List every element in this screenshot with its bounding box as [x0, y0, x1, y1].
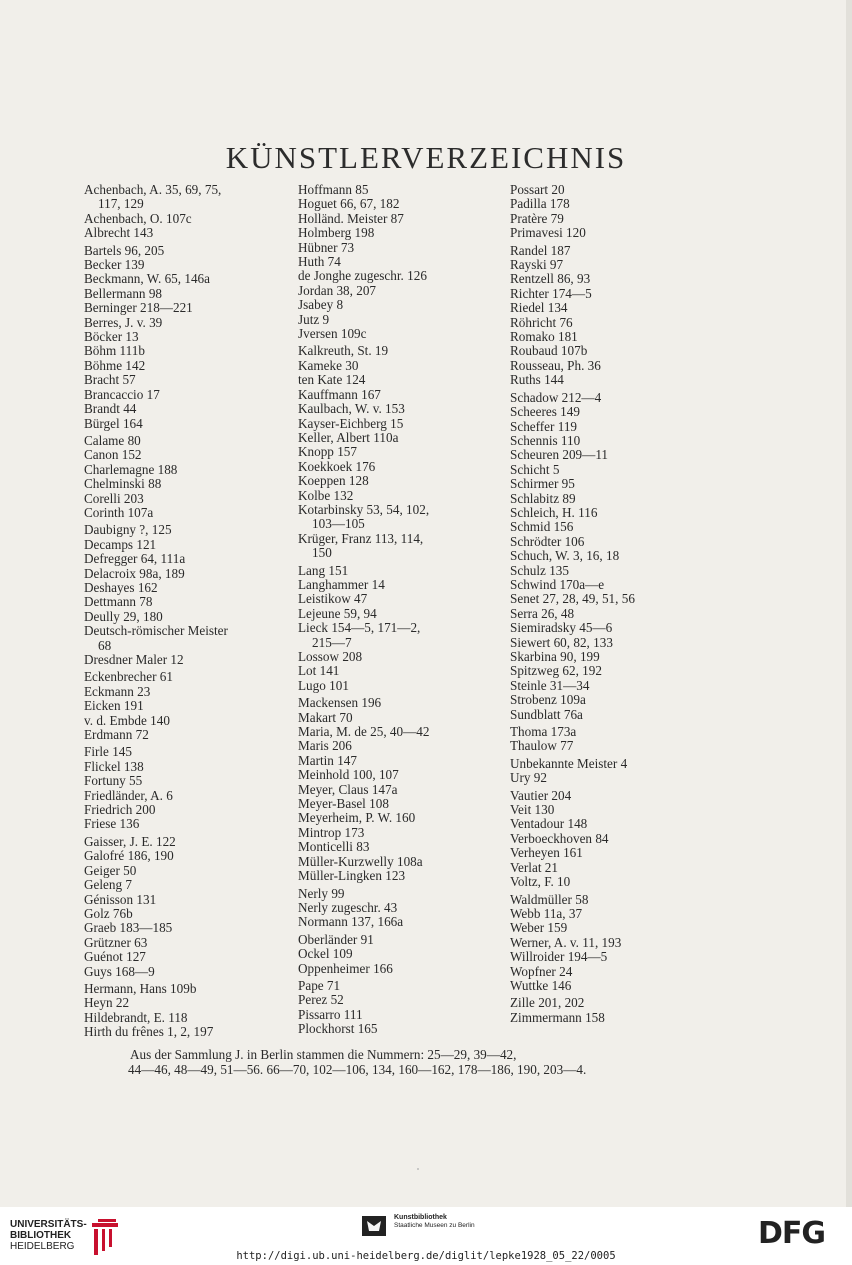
index-entry: Friese 136: [84, 816, 140, 832]
index-entry: Delacroix 98a, 189: [84, 565, 185, 581]
index-entry: Berres, J. v. 39: [84, 314, 163, 330]
ub-line-1: UNIVERSITÄTS-: [10, 1219, 87, 1230]
index-entry: Zimmermann 158: [510, 1009, 605, 1025]
index-entry: Ury 92: [510, 770, 547, 786]
index-entry: Kotarbinsky 53, 54, 102,: [298, 501, 430, 517]
index-entry: Röhricht 76: [510, 314, 573, 330]
index-entry: Zille 201, 202: [510, 995, 585, 1011]
index-entry: Müller-Kurzwelly 108a: [298, 853, 423, 869]
index-entry: Lang 151: [298, 562, 349, 578]
index-entry: Roubaud 107b: [510, 343, 588, 359]
index-entry: Friedrich 200: [84, 802, 156, 818]
index-entry: Böcker 13: [84, 329, 139, 345]
permalink-url[interactable]: http://digi.ub.uni-heidelberg.de/diglit/lepke1928_05_22/0005: [236, 1250, 616, 1262]
index-entry: Schicht 5: [510, 461, 560, 477]
index-entry: Pissarro 111: [298, 1006, 363, 1022]
index-entry: Maria, M. de 25, 40—42: [298, 724, 430, 740]
index-entry: Geleng 7: [84, 877, 132, 893]
index-entry: Thoma 173a: [510, 724, 577, 740]
index-entry: Voltz, F. 10: [510, 874, 571, 890]
index-entry: Chelminski 88: [84, 476, 162, 492]
index-entry: Meinhold 100, 107: [298, 767, 399, 783]
index-entry: Schennis 110: [510, 432, 581, 448]
index-entry: Schlabitz 89: [510, 490, 576, 506]
index-entry: Martin 147: [298, 752, 357, 768]
index-entry: Romako 181: [510, 329, 578, 345]
index-entry: Hübner 73: [298, 239, 355, 255]
index-entry: Serra 26, 48: [510, 605, 575, 621]
index-entry: Kalkreuth, St. 19: [298, 343, 389, 359]
index-entry: Nerly 99: [298, 885, 345, 901]
index-entry-continuation: 103—105: [312, 516, 365, 532]
index-entry: Kayser-Eichberg 15: [298, 415, 404, 431]
index-entry: Schirmer 95: [510, 476, 575, 492]
index-entry: Possart 20: [510, 182, 565, 197]
index-entry: Hermann, Hans 109b: [84, 980, 197, 996]
index-entry: Schuch, W. 3, 16, 18: [510, 548, 620, 564]
dfg-logo[interactable]: DFG: [758, 1216, 826, 1251]
index-entry: Jversen 109c: [298, 326, 367, 342]
index-entry: Grützner 63: [84, 934, 148, 950]
index-entry: Ockel 109: [298, 946, 353, 962]
index-entry: Achenbach, A. 35, 69, 75,: [84, 182, 222, 197]
index-entry: Strobenz 109a: [510, 692, 586, 708]
index-entry: Brandt 44: [84, 401, 137, 417]
index-entry: Thaulow 77: [510, 738, 574, 754]
index-entry-continuation: 68: [98, 637, 112, 653]
index-entry: Fortuny 55: [84, 773, 143, 789]
index-entry: Lugo 101: [298, 677, 349, 693]
index-entry: Oppenheimer 166: [298, 960, 393, 976]
index-entry: Guénot 127: [84, 949, 146, 965]
index-entry: Jutz 9: [298, 311, 330, 327]
index-entry: Heyn 22: [84, 995, 130, 1011]
ub-line-2: BIBLIOTHEK: [10, 1230, 72, 1241]
index-entry: Ventadour 148: [510, 816, 588, 832]
index-entry: Rousseau, Ph. 36: [510, 357, 601, 373]
index-entry: Schrödter 106: [510, 533, 585, 549]
index-entry: Graeb 183—185: [84, 920, 173, 936]
kunstbibliothek-logo[interactable]: [362, 1212, 502, 1238]
index-entry: Jsabey 8: [298, 297, 344, 313]
index-entry: Bracht 57: [84, 372, 136, 388]
index-entry: Meyer, Claus 147a: [298, 781, 398, 797]
index-entry: Wopfner 24: [510, 963, 573, 979]
index-entry: Eckmann 23: [84, 683, 151, 699]
index-entry: Siewert 60, 82, 133: [510, 634, 613, 650]
index-entry: Werner, A. v. 11, 193: [510, 934, 622, 950]
index-entry: Müller-Lingken 123: [298, 868, 406, 884]
index-column-2: [298, 183, 488, 1037]
index-entry: Knopp 157: [298, 444, 357, 460]
index-entry: Scheeres 149: [510, 404, 580, 420]
index-entry: Hoffmann 85: [298, 182, 369, 197]
index-entry: Galofré 186, 190: [84, 848, 174, 864]
index-entry: Hoguet 66, 67, 182: [298, 196, 400, 212]
index-entry: Koeppen 128: [298, 473, 369, 489]
index-entry: Unbekannte Meister 4: [510, 755, 628, 771]
index-entry: Monticelli 83: [298, 839, 370, 855]
index-entry: Bürgel 164: [84, 415, 143, 431]
index-entry: de Jonghe zugeschr. 126: [298, 268, 427, 284]
index-entry: Corinth 107a: [84, 504, 154, 520]
index-entry: Dettmann 78: [84, 594, 153, 610]
index-entry: Willroider 194—5: [510, 949, 608, 965]
index-entry: Lejeune 59, 94: [298, 605, 377, 621]
index-entry: Kameke 30: [298, 357, 359, 373]
index-entry: Huth 74: [298, 254, 341, 270]
index-entry: Richter 174—5: [510, 285, 592, 301]
index-entry: Schleich, H. 116: [510, 504, 598, 520]
index-entry: Eckenbrecher 61: [84, 669, 173, 685]
index-entry: Holmberg 198: [298, 225, 375, 241]
index-entry: Brancaccio 17: [84, 386, 160, 402]
index-entry: Rayski 97: [510, 257, 564, 273]
index-entry: Schwind 170a—e: [510, 576, 605, 592]
index-entry: Mintrop 173: [298, 824, 365, 840]
collection-footnote: [130, 1047, 750, 1077]
kb-line-1: Kunstbibliothek: [394, 1214, 447, 1221]
index-entry: Kauffmann 167: [298, 386, 381, 402]
index-entry: Scheffer 119: [510, 418, 578, 434]
index-entry: Veit 130: [510, 802, 555, 818]
index-entry: Defregger 64, 111a: [84, 551, 186, 567]
index-entry: Guys 168—9: [84, 963, 155, 979]
index-entry: Bellermann 98: [84, 285, 163, 301]
index-entry: Pratère 79: [510, 210, 564, 226]
index-entry: Schulz 135: [510, 562, 569, 578]
ub-heidelberg-wordmark: [10, 1219, 87, 1252]
index-entry: Canon 152: [84, 447, 142, 463]
index-entry: Plockhorst 165: [298, 1021, 378, 1037]
index-entry: Steinle 31—34: [510, 677, 590, 693]
index-entry: Oberländer 91: [298, 931, 374, 947]
index-entry: Mackensen 196: [298, 695, 382, 711]
index-entry: Koekkoek 176: [298, 458, 376, 474]
index-entry: Hirth du frênes 1, 2, 197: [84, 1024, 214, 1040]
index-entry: Perez 52: [298, 992, 344, 1008]
index-entry: Weber 159: [510, 920, 568, 936]
index-entry: Meyer-Basel 108: [298, 796, 389, 812]
index-entry: Riedel 134: [510, 300, 568, 316]
index-entry: Sundblatt 76a: [510, 706, 583, 722]
index-entry: Nerly zugeschr. 43: [298, 899, 398, 915]
kunstbibliothek-wordmark: [394, 1214, 475, 1230]
index-entry: Böhme 142: [84, 357, 146, 373]
index-entry: Eicken 191: [84, 698, 144, 714]
index-entry: Randel 187: [510, 242, 571, 258]
index-entry: Leistikow 47: [298, 591, 368, 607]
index-entry: Makart 70: [298, 709, 353, 725]
index-entry: Normann 137, 166a: [298, 914, 404, 930]
index-entry: Friedländer, A. 6: [84, 787, 173, 803]
index-entry: Siemiradsky 45—6: [510, 620, 613, 636]
index-entry: Lossow 208: [298, 649, 363, 664]
index-entry: Pape 71: [298, 977, 341, 993]
index-entry: Waldmüller 58: [510, 891, 589, 907]
index-column-3: [510, 183, 700, 1025]
footnote-line-1: Aus der Sammlung J. in Berlin stammen die Nummern: 25—29, 39—42,: [130, 1047, 517, 1062]
index-entry: Schmid 156: [510, 519, 574, 535]
index-entry: Daubigny ?, 125: [84, 522, 172, 538]
index-entry: Flickel 138: [84, 758, 144, 774]
index-entry: Decamps 121: [84, 536, 157, 552]
scan-speck: [417, 1168, 419, 1170]
index-entry: Achenbach, O. 107c: [84, 210, 192, 226]
index-entry: Deshayes 162: [84, 579, 158, 595]
index-entry: Corelli 203: [84, 490, 144, 506]
index-entry-continuation: 150: [312, 545, 332, 561]
index-entry: Rentzell 86, 93: [510, 271, 591, 287]
index-entry-continuation: 117, 129: [98, 196, 144, 212]
index-entry: Böhm 111b: [84, 343, 145, 359]
index-entry: Verboeckhoven 84: [510, 830, 609, 846]
index-entry: ten Kate 124: [298, 372, 366, 388]
index-entry: Dresdner Maler 12: [84, 652, 184, 667]
index-entry: Langhammer 14: [298, 576, 385, 592]
index-entry: Senet 27, 28, 49, 51, 56: [510, 591, 635, 607]
footnote-line-2: 44—46, 48—49, 51—56. 66—70, 102—106, 134, 160—162, 178—186, 190, 203—4.: [128, 1062, 587, 1077]
index-entry: Vautier 204: [510, 787, 572, 803]
index-entry: Wuttke 146: [510, 977, 572, 993]
index-entry: Scheuren 209—11: [510, 447, 609, 463]
index-entry: Spitzweg 62, 192: [510, 663, 602, 679]
index-entry: Bartels 96, 205: [84, 242, 165, 258]
index-entry: Primavesi 120: [510, 225, 586, 241]
index-entry-continuation: 215—7: [312, 634, 352, 650]
index-entry: Skarbina 90, 199: [510, 649, 600, 664]
index-entry: Verlat 21: [510, 859, 558, 875]
index-entry: Ruths 144: [510, 372, 564, 388]
index-entry: Berninger 218—221: [84, 300, 193, 316]
index-entry: Lieck 154—5, 171—2,: [298, 620, 421, 636]
index-entry: Meyerheim, P. W. 160: [298, 810, 416, 826]
index-entry: Charlemagne 188: [84, 461, 178, 477]
index-entry: Verheyen 161: [510, 845, 583, 861]
index-entry: Calame 80: [84, 432, 141, 448]
ub-line-3: HEIDELBERG: [10, 1241, 75, 1252]
index-entry: v. d. Embde 140: [84, 712, 170, 728]
index-entry: Firle 145: [84, 744, 132, 760]
page-title: KÜNSTLERVERZEICHNIS: [225, 140, 627, 175]
index-entry: Deully 29, 180: [84, 608, 163, 624]
index-entry: Deutsch-römischer Meister: [84, 623, 228, 639]
index-entry: Padilla 178: [510, 196, 570, 212]
index-entry: Becker 139: [84, 257, 145, 273]
index-entry: Webb 11a, 37: [510, 905, 583, 921]
index-entry: Hildebrandt, E. 118: [84, 1009, 188, 1025]
index-column-1: [84, 183, 274, 1040]
index-entry: Golz 76b: [84, 905, 133, 921]
index-entry: Lot 141: [298, 663, 340, 679]
kb-line-2: Staatliche Museen zu Berlin: [394, 1222, 475, 1229]
index-entry: Génisson 131: [84, 891, 157, 907]
index-entry: Krüger, Franz 113, 114,: [298, 530, 424, 546]
index-entry: Keller, Albert 110a: [298, 429, 399, 445]
index-entry: Schadow 212—4: [510, 389, 602, 405]
museum-eagle-icon: [362, 1212, 390, 1236]
index-entry: Gaisser, J. E. 122: [84, 833, 176, 849]
index-entry: Beckmann, W. 65, 146a: [84, 271, 210, 287]
index-entry: Erdmann 72: [84, 727, 149, 743]
index-entry: Maris 206: [298, 738, 352, 754]
index-entry: Albrecht 143: [84, 225, 154, 241]
index-entry: Kaulbach, W. v. 153: [298, 401, 405, 417]
index-entry: Holländ. Meister 87: [298, 210, 404, 226]
index-entry: Jordan 38, 207: [298, 282, 377, 298]
index-entry: Geiger 50: [84, 862, 137, 878]
index-entry: Kolbe 132: [298, 487, 354, 503]
